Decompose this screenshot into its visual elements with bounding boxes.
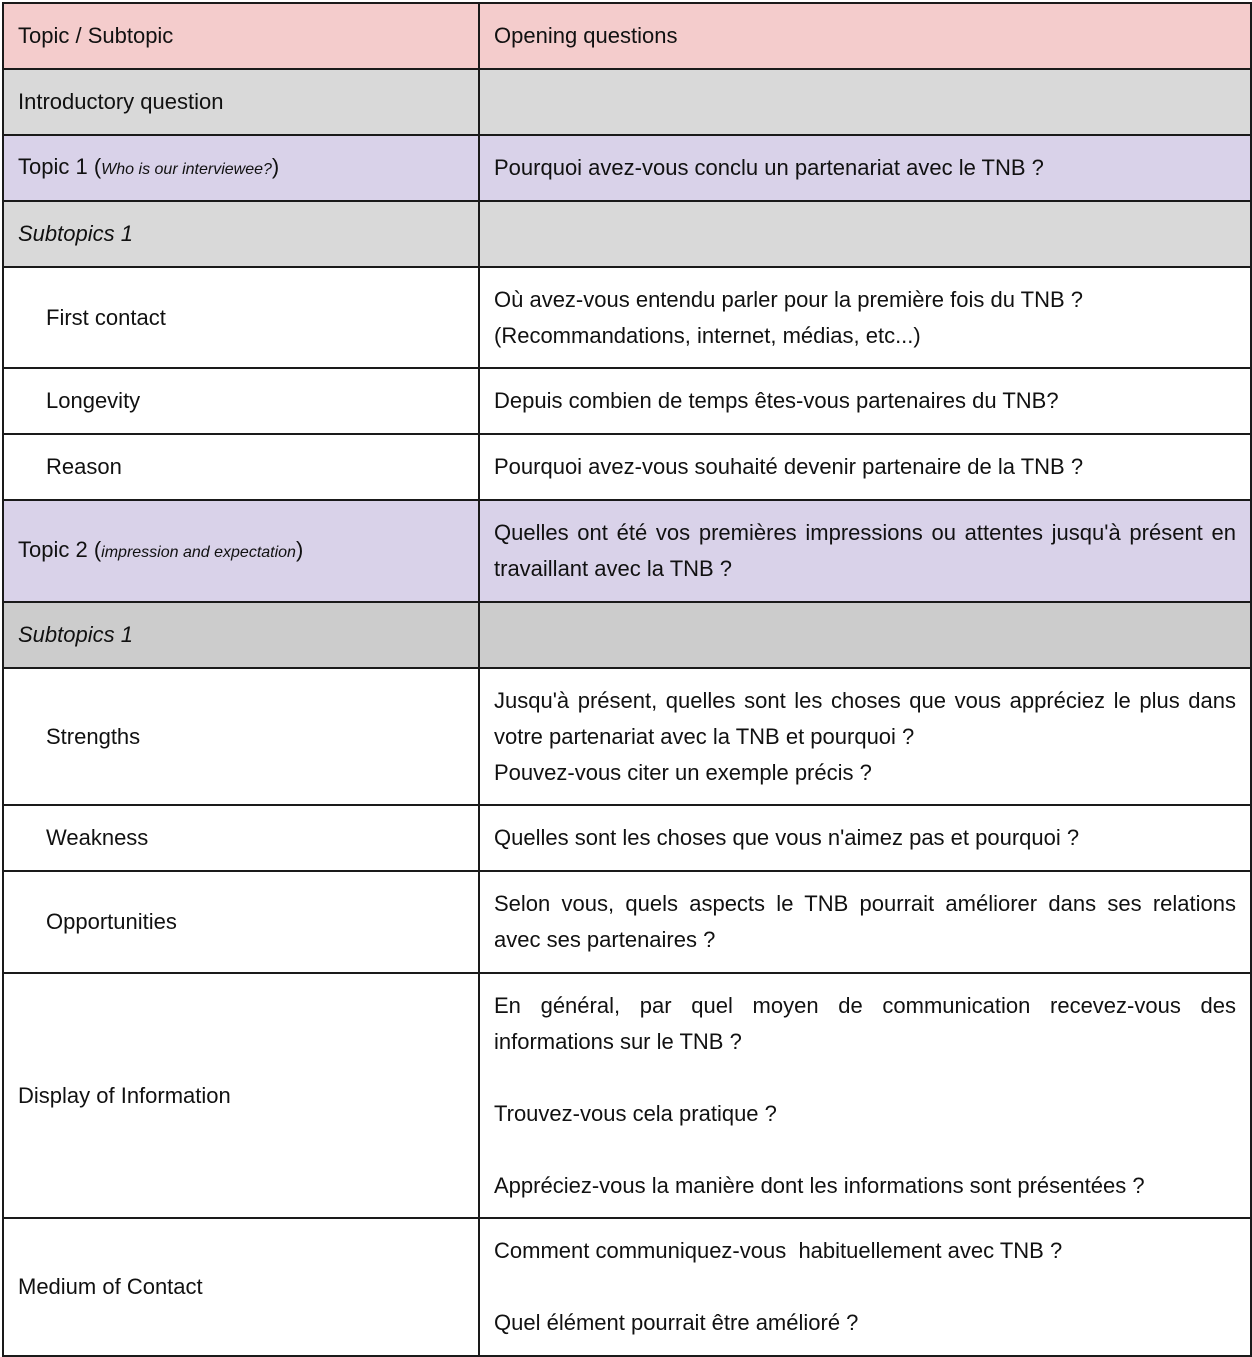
table-row-subtopics-1a bbox=[3, 201, 1251, 267]
strengths-q2: Pouvez-vous citer un exemple précis ? bbox=[494, 759, 872, 785]
display-information-q3: Appréciez-vous la manière dont les informations sont présentées ? bbox=[494, 1172, 1145, 1198]
table-row-weakness bbox=[3, 805, 1251, 871]
header-questions-cell: Opening questions bbox=[479, 3, 1251, 69]
topic-1-note: Who is our interviewee? bbox=[101, 160, 272, 178]
display-information-question bbox=[479, 973, 1251, 1218]
subtopics-1b-label: Subtopics 1 bbox=[3, 602, 479, 668]
table-row-subtopics-1b bbox=[3, 602, 1251, 668]
header-topic-cell: Topic / Subtopic bbox=[3, 3, 479, 69]
subtopics-1b-empty bbox=[479, 602, 1251, 668]
reason-label: Reason bbox=[3, 434, 479, 500]
header-row bbox=[3, 3, 1251, 69]
table-row-opportunities bbox=[3, 871, 1251, 973]
introductory-label: Introductory question bbox=[3, 69, 479, 135]
table-row-topic-2 bbox=[3, 500, 1251, 602]
opportunities-question: Selon vous, quels aspects le TNB pourrait améliorer dans ses relations avec ses partenaires ? bbox=[479, 871, 1251, 973]
topic-2-cell: Topic 2 (impression and expectation) bbox=[3, 500, 479, 602]
table-row-longevity bbox=[3, 368, 1251, 434]
opportunities-label: Opportunities bbox=[3, 871, 479, 973]
longevity-label: Longevity bbox=[3, 368, 479, 434]
medium-contact-q1: Comment communiquez-vous habituellement avec TNB ? bbox=[494, 1238, 1063, 1263]
display-information-label: Display of Information bbox=[3, 973, 479, 1218]
topic-2-question: Quelles ont été vos premières impressions ou attentes jusqu'à présent en travaillant avec la TNB ? bbox=[479, 500, 1251, 602]
table-row-medium-contact bbox=[3, 1218, 1251, 1356]
first-contact-q1: Où avez-vous entendu parler pour la première fois du TNB ? bbox=[494, 286, 1084, 312]
display-information-q1: En général, par quel moyen de communication recevez-vous des informations sur le TNB ? bbox=[494, 992, 1236, 1054]
strengths-label: Strengths bbox=[3, 668, 479, 805]
medium-contact-question bbox=[479, 1218, 1251, 1356]
strengths-q1: Jusqu'à présent, quelles sont les choses que vous appréciez le plus dans votre partenariat avec la TNB et pourquoi ? bbox=[494, 687, 1236, 749]
medium-contact-q2: Quel élément pourrait être amélioré ? bbox=[494, 1310, 859, 1335]
table-row-reason bbox=[3, 434, 1251, 500]
first-contact-q2: (Recommandations, internet, médias, etc...) bbox=[494, 322, 921, 348]
medium-contact-label: Medium of Contact bbox=[3, 1218, 479, 1356]
reason-question: Pourquoi avez-vous souhaité devenir partenaire de la TNB ? bbox=[479, 434, 1251, 500]
interview-guide-table bbox=[2, 2, 1252, 1357]
table-row-display-information bbox=[3, 973, 1251, 1218]
topic-2-label: Topic 2 bbox=[18, 536, 88, 562]
longevity-question: Depuis combien de temps êtes-vous partenaires du TNB? bbox=[479, 368, 1251, 434]
table-row-topic-1 bbox=[3, 135, 1251, 201]
spacer bbox=[494, 1132, 1236, 1168]
subtopics-1a-empty bbox=[479, 201, 1251, 267]
topic-1-question: Pourquoi avez-vous conclu un partenariat avec le TNB ? bbox=[479, 135, 1251, 201]
table-row-strengths bbox=[3, 668, 1251, 805]
first-contact-question bbox=[479, 267, 1251, 368]
weakness-label: Weakness bbox=[3, 805, 479, 871]
table-row-first-contact bbox=[3, 267, 1251, 368]
weakness-question: Quelles sont les choses que vous n'aimez pas et pourquoi ? bbox=[479, 805, 1251, 871]
introductory-question bbox=[479, 69, 1251, 135]
subtopics-1a-label: Subtopics 1 bbox=[3, 201, 479, 267]
strengths-question bbox=[479, 668, 1251, 805]
display-information-q2: Trouvez-vous cela pratique ? bbox=[494, 1100, 777, 1126]
table-row-introductory bbox=[3, 69, 1251, 135]
spacer bbox=[494, 1060, 1236, 1096]
topic-2-note: impression and expectation bbox=[101, 543, 296, 561]
spacer bbox=[494, 1269, 1236, 1305]
first-contact-label: First contact bbox=[3, 267, 479, 368]
topic-1-label: Topic 1 bbox=[18, 153, 88, 179]
topic-1-cell: Topic 1 (Who is our interviewee?) bbox=[3, 135, 479, 201]
